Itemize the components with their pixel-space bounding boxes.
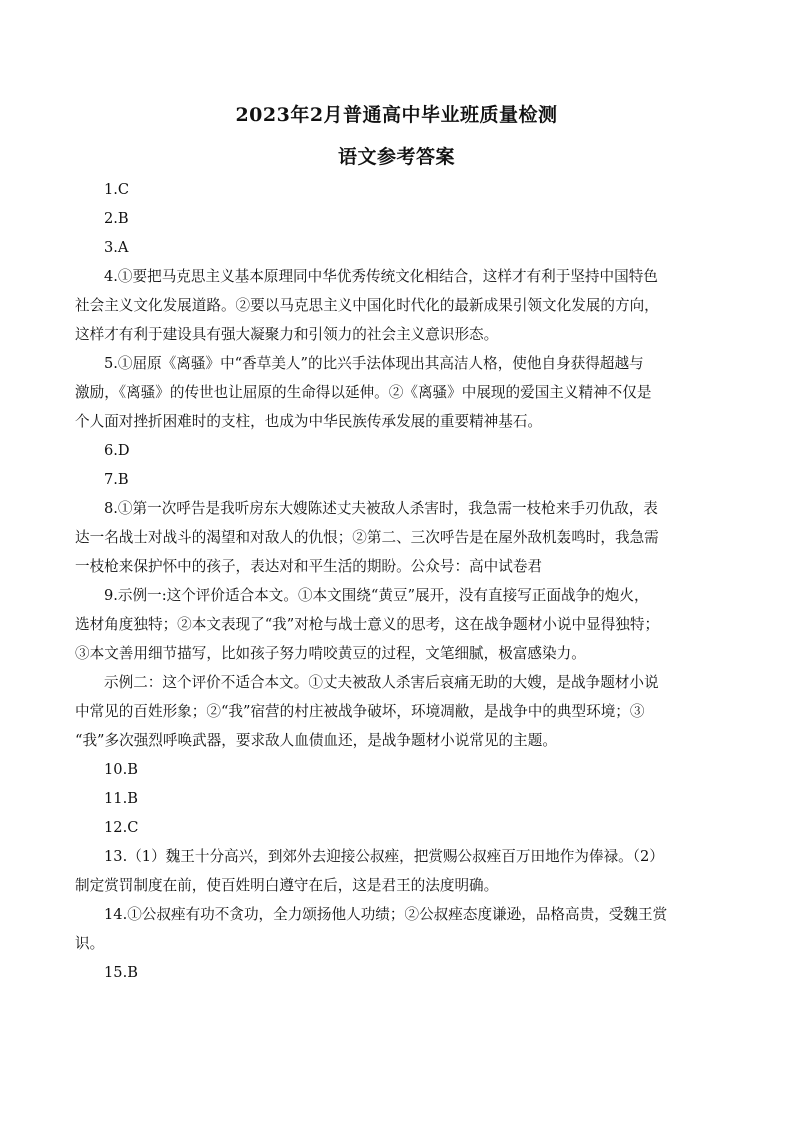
- answer-line: 1.C: [104, 181, 130, 198]
- answer-line: 选材角度独特；②本文表现了“我”对枪与战士意义的思考，这在战争题材小说中显得独特；: [75, 616, 660, 633]
- answer-list: [75, 175, 725, 987]
- page-title: 2023年2月普通高中毕业班质量检测: [235, 104, 558, 126]
- answer-line: 8.①第一次呼告是我听房东大嫂陈述丈夫被敌人杀害时，我急需一枝枪来手刃仇敌，表: [104, 500, 658, 517]
- answer-item: [75, 784, 725, 813]
- answer-line: 11.B: [104, 790, 138, 807]
- answer-item: [75, 900, 725, 958]
- answer-item: [75, 842, 725, 900]
- answer-line: 10.B: [104, 761, 138, 778]
- answer-line: 中常见的百姓形象；②“我”宿营的村庄被战争破坏，环境凋敝，是战争中的典型环境；③: [75, 703, 645, 720]
- answer-item: [75, 668, 725, 755]
- answer-line: 14.①公叔痤有功不贪功，全力颂扬他人功绩；②公叔痤态度谦逊，品格高贵，受魏王赏: [104, 906, 668, 923]
- answer-line: 一枝枪来保护怀中的孩子，表达对和平生活的期盼。公众号：高中试卷君: [75, 558, 543, 575]
- page-subtitle: 语文参考答案: [337, 146, 455, 168]
- answer-item: [75, 813, 725, 842]
- answer-item: [75, 755, 725, 784]
- answer-item: [75, 262, 725, 349]
- answer-line: 6.D: [104, 442, 130, 459]
- answer-item: [75, 349, 725, 436]
- answer-line: ③本文善用细节描写，比如孩子努力啃咬黄豆的过程，文笔细腻，极富感染力。: [75, 645, 586, 662]
- answer-line: 示例二：这个评价不适合本文。①丈夫被敌人杀害后哀痛无助的大嫂，是战争题材小说: [104, 674, 659, 691]
- answer-line: “我”多次强烈呼唤武器，要求敌人血债血还，是战争题材小说常见的主题。: [75, 732, 557, 749]
- answer-item: [75, 581, 725, 668]
- answer-line: 识。: [75, 935, 105, 952]
- answer-item: [75, 436, 725, 465]
- answer-item: [75, 465, 725, 494]
- answer-line: 9.示例一:这个评价适合本文。①本文围绕“黄豆”展开，没有直接写正面战争的炮火，: [104, 587, 649, 604]
- answer-line: 7.B: [104, 471, 129, 488]
- answer-item: [75, 233, 725, 262]
- answer-item: [75, 958, 725, 987]
- answer-line: 制定赏罚制度在前，使百姓明白遵守在后，这是君王的法度明确。: [75, 877, 499, 894]
- answer-line: 社会主义文化发展道路。②要以马克思主义中国化时代化的最新成果引领文化发展的方向，: [75, 297, 659, 314]
- answer-line: 激励，《离骚》的传世也让屈原的生命得以延伸。②《离骚》中展现的爱国主义精神不仅是: [75, 384, 652, 401]
- answer-item: [75, 175, 725, 204]
- answer-line: 15.B: [104, 964, 138, 981]
- answer-line: 3.A: [104, 239, 129, 256]
- answer-line: 13.（1）魏王十分高兴，到郊外去迎接公叔痤，把赏赐公叔痤百万田地作为俸禄。（2）: [104, 848, 664, 865]
- answer-item: [75, 204, 725, 233]
- answer-item: [75, 494, 725, 581]
- answer-line: 2.B: [104, 210, 129, 227]
- answer-line: 这样才有利于建设具有强大凝聚力和引领力的社会主义意识形态。: [75, 326, 499, 343]
- answer-line: 达一名战士对战斗的渴望和对敌人的仇恨；②第二、三次呼告是在屋外敌机轰鸣时，我急需: [75, 529, 659, 546]
- answer-line: 12.C: [104, 819, 139, 836]
- answer-line: 4.①要把马克思主义基本原理同中华优秀传统文化相结合，这样才有利于坚持中国特色: [104, 268, 658, 285]
- answer-line: 5.①屈原《离骚》中“香草美人”的比兴手法体现出其高洁人格，使他自身获得超越与: [104, 355, 644, 372]
- answer-line: 个人面对挫折困难时的支柱，也成为中华民族传承发展的重要精神基石。: [75, 413, 543, 430]
